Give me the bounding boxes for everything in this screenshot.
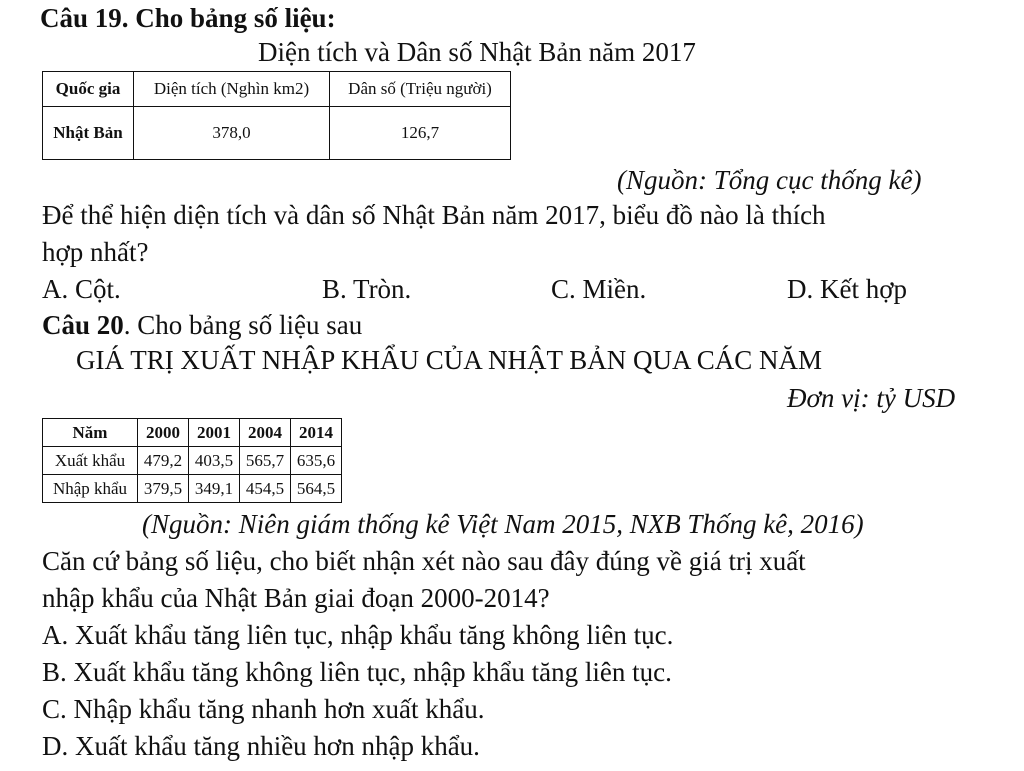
q20-intro: . Cho bảng số liệu sau (123, 310, 363, 340)
q19-option-d[interactable]: D. Kết hợp (787, 274, 908, 304)
q19-question-line1: Để thể hiện diện tích và dân số Nhật Bản năm 2017, biểu đồ nào là thích (42, 200, 826, 230)
table-cell: Nhập khẩu (43, 475, 138, 503)
q19-option-b[interactable]: B. Tròn. (322, 274, 412, 304)
q19-intro: Cho bảng số liệu: (128, 3, 336, 33)
q19-option-a[interactable]: A. Cột. (42, 274, 121, 304)
q20-option-a[interactable]: A. Xuất khẩu tăng liên tục, nhập khẩu tăng không liên tục. (42, 620, 674, 650)
table-cell: Nhật Bản (43, 107, 134, 160)
table-header-row (43, 419, 342, 447)
q20-source: (Nguồn: Niên giám thống kê Việt Nam 2015, NXB Thống kê, 2016) (142, 509, 864, 539)
table-cell: 454,5 (240, 475, 291, 503)
q20-option-b[interactable]: B. Xuất khẩu tăng không liên tục, nhập khẩu tăng liên tục. (42, 657, 672, 687)
table-header-cell: 2014 (291, 419, 342, 447)
q20-table-title: GIÁ TRỊ XUẤT NHẬP KHẨU CỦA NHẬT BẢN QUA CÁC NĂM (76, 345, 823, 375)
q20-question-line1: Căn cứ bảng số liệu, cho biết nhận xét nào sau đây đúng về giá trị xuất (42, 546, 806, 576)
table-cell: 379,5 (138, 475, 189, 503)
table-header-row (43, 72, 511, 107)
table-header-cell: Năm (43, 419, 138, 447)
q19-question-line2: hợp nhất? (42, 237, 149, 267)
table-cell: Xuất khẩu (43, 447, 138, 475)
table-row (43, 107, 511, 160)
table-header-cell: Quốc gia (43, 72, 134, 107)
table-cell: 349,1 (189, 475, 240, 503)
table-cell: 403,5 (189, 447, 240, 475)
table-cell: 635,6 (291, 447, 342, 475)
table-row (43, 475, 342, 503)
q20-unit: Đơn vị: tỷ USD (787, 383, 956, 413)
table-cell: 565,7 (240, 447, 291, 475)
table-header-cell: Diện tích (Nghìn km2) (134, 72, 330, 107)
table-header-cell: 2004 (240, 419, 291, 447)
q20-option-d[interactable]: D. Xuất khẩu tăng nhiều hơn nhập khẩu. (42, 731, 480, 761)
table-header-cell: 2001 (189, 419, 240, 447)
table-header-cell: 2000 (138, 419, 189, 447)
table-row (43, 447, 342, 475)
q19-table-title: Diện tích và Dân số Nhật Bản năm 2017 (258, 37, 696, 67)
table-cell: 479,2 (138, 447, 189, 475)
table-header-cell: Dân số (Triệu người) (330, 72, 511, 107)
q19-label: Câu 19. (40, 3, 129, 33)
q19-data-table (42, 71, 511, 160)
q20-label: Câu 20 (42, 310, 124, 340)
table-cell: 564,5 (291, 475, 342, 503)
table-cell: 378,0 (134, 107, 330, 160)
q20-heading (42, 309, 362, 341)
q19-heading (40, 2, 336, 34)
q19-source: (Nguồn: Tổng cục thống kê) (617, 165, 922, 195)
table-cell: 126,7 (330, 107, 511, 160)
q19-option-c[interactable]: C. Miền. (551, 274, 647, 304)
q20-data-table (42, 418, 342, 503)
q20-question-line2: nhập khẩu của Nhật Bản giai đoạn 2000-2014? (42, 583, 550, 613)
q20-option-c[interactable]: C. Nhập khẩu tăng nhanh hơn xuất khẩu. (42, 694, 485, 724)
